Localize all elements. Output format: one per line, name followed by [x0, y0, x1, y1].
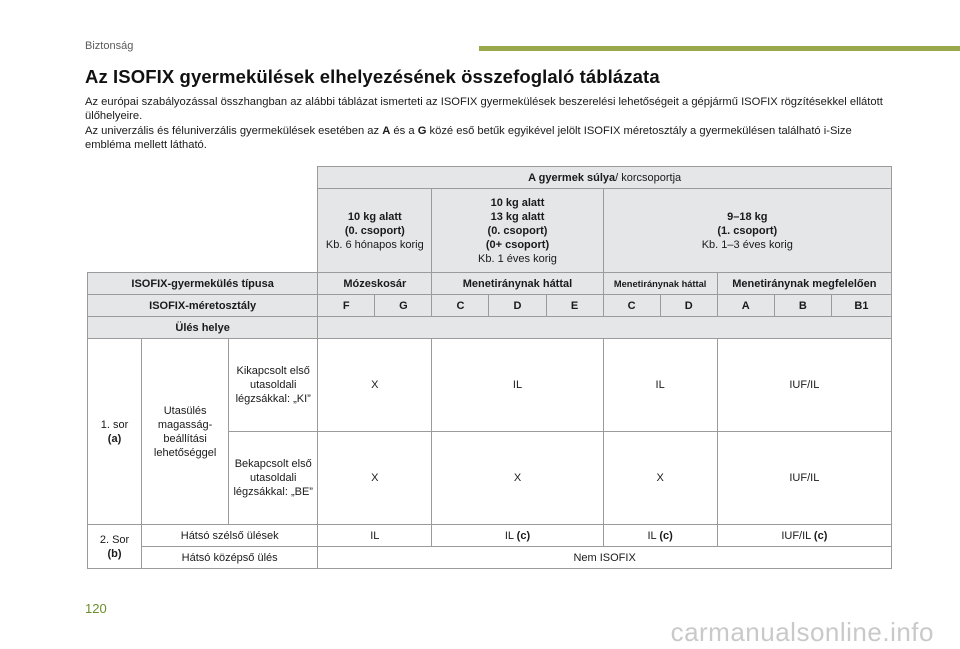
airbag-on-rear2: X: [603, 432, 717, 525]
group-0-name: (0. csoport): [344, 224, 405, 237]
outer-rear2-code: (c): [659, 529, 673, 542]
group-0plus-line2: 13 kg alatt: [490, 210, 545, 223]
row1-seat-desc: Utasülés magasság-beállítási lehetőséggel: [142, 339, 229, 525]
intro-p2-g: G: [417, 124, 427, 137]
size-class: A: [717, 295, 774, 317]
airbag-off-forward: IUF/IL: [717, 339, 891, 432]
group-0-weight: 10 kg alatt: [347, 210, 402, 223]
outer-rear2: [603, 525, 717, 547]
group-0plus-line1: 10 kg alatt: [490, 196, 545, 209]
size-class: G: [375, 295, 432, 317]
size-class: D: [489, 295, 546, 317]
outer-seats-label: Hátsó szélső ülések: [142, 525, 318, 547]
type-row: [88, 273, 892, 295]
row1-label: 1. sor: [100, 418, 129, 431]
airbag-off-label: Kikapcsolt első utasoldali légzsákkal: „KI”: [229, 339, 318, 432]
airbag-on-carrycot: X: [318, 432, 432, 525]
blank-corner: [88, 167, 318, 189]
row1-code: (a): [107, 432, 122, 445]
size-class: F: [318, 295, 375, 317]
group-1-weight: 9–18 kg: [727, 210, 768, 223]
intro-p2-start: Az univerzális és féluniverzális gyermekülések esetében az: [85, 124, 383, 137]
outer-forward-value: IUF/IL: [781, 529, 811, 542]
group-1-name: (1. csoport): [717, 224, 778, 237]
intro-paragraph-1: Az európai szabályozással összhangban az alábbi táblázat ismerteti az ISOFIX gyermekülések beszerelési lehetőségeit a gépjármű ISOFIX rögzítésekkel ellátott ülőhelyeire.: [85, 96, 883, 123]
intro-paragraph-2: [85, 124, 885, 153]
type-forward-facing: Menetiránynak megfelelően: [717, 273, 891, 295]
airbag-off-rear1: IL: [432, 339, 603, 432]
row2-label: 2. Sor: [99, 533, 130, 546]
intro-p2-a: A: [382, 124, 391, 137]
middle-seat-label: Hátsó középső ülés: [142, 547, 318, 569]
watermark: carmanualsonline.info: [670, 617, 934, 647]
group-row: [88, 189, 892, 273]
group-0plus-cell: [432, 189, 603, 273]
intro-p2-mid: és a: [390, 124, 418, 137]
outer-rear1-code: (c): [516, 529, 531, 542]
type-rear-facing-2: Menetiránynak háttal: [603, 273, 717, 295]
size-row-label: ISOFIX-méretosztály: [88, 295, 318, 317]
intro-p2-end: közé eső betűk egyikével jelölt ISOFIX méretosztály a gyermekülésen található i-Size embléma mellett látható.: [85, 124, 852, 152]
size-class: E: [546, 295, 603, 317]
intro-text: [85, 95, 885, 153]
outer-carrycot: IL: [318, 525, 432, 547]
outer-forward-code: (c): [813, 529, 828, 542]
type-carrycot: Mózeskosár: [318, 273, 432, 295]
row2-code: (b): [107, 547, 122, 560]
header-rule: [479, 46, 960, 51]
row2-outer: [88, 525, 892, 547]
group-1-age: Kb. 1–3 éves korig: [701, 238, 793, 251]
size-class: B1: [831, 295, 891, 317]
group-0plus-line3: (0. csoport): [487, 224, 548, 237]
group-1-cell: [603, 189, 891, 273]
group-0plus-line4: (0+ csoport): [485, 238, 550, 251]
seat-position-spacer: [318, 317, 892, 339]
airbag-on-forward: IUF/IL: [717, 432, 891, 525]
weight-header-row: [88, 167, 892, 189]
outer-rear1-value: IL: [504, 529, 514, 542]
airbag-off-carrycot: X: [318, 339, 432, 432]
middle-seat-value: Nem ISOFIX: [318, 547, 892, 569]
outer-rear2-value: IL: [647, 529, 657, 542]
airbag-off-rear2: IL: [603, 339, 717, 432]
seat-position-label: Ülés helye: [88, 317, 318, 339]
size-row: [88, 295, 892, 317]
type-row-label: ISOFIX-gyermekülés típusa: [88, 273, 318, 295]
section-label: Biztonság: [85, 40, 134, 52]
blank-corner-2: [88, 189, 318, 273]
size-class: C: [603, 295, 660, 317]
group-0plus-age: Kb. 1 éves korig: [478, 252, 557, 265]
group-0-age: Kb. 6 hónapos korig: [325, 238, 424, 251]
airbag-on-rear1: X: [432, 432, 603, 525]
row1-label-cell: [88, 339, 142, 525]
page-title: Az ISOFIX gyermekülések elhelyezésének összefoglaló táblázata: [85, 66, 660, 87]
size-class: B: [774, 295, 831, 317]
type-rear-facing-1: Menetiránynak háttal: [432, 273, 603, 295]
page-number: 120: [85, 601, 107, 616]
outer-forward: [717, 525, 891, 547]
row1-airbag-off: [88, 339, 892, 432]
isofix-table: [87, 166, 892, 569]
weight-header-bold: A gyermek súlya: [528, 171, 616, 184]
row2-middle: [88, 547, 892, 569]
weight-header-rest: / korcsoportja: [615, 171, 682, 184]
weight-header: [318, 167, 892, 189]
seat-position-row: [88, 317, 892, 339]
airbag-on-label: Bekapcsolt első utasoldali légzsákkal: „BE”: [229, 432, 318, 525]
group-0-cell: [318, 189, 432, 273]
size-class: D: [660, 295, 717, 317]
row2-label-cell: [88, 525, 142, 569]
outer-rear1: [432, 525, 603, 547]
size-class: C: [432, 295, 489, 317]
